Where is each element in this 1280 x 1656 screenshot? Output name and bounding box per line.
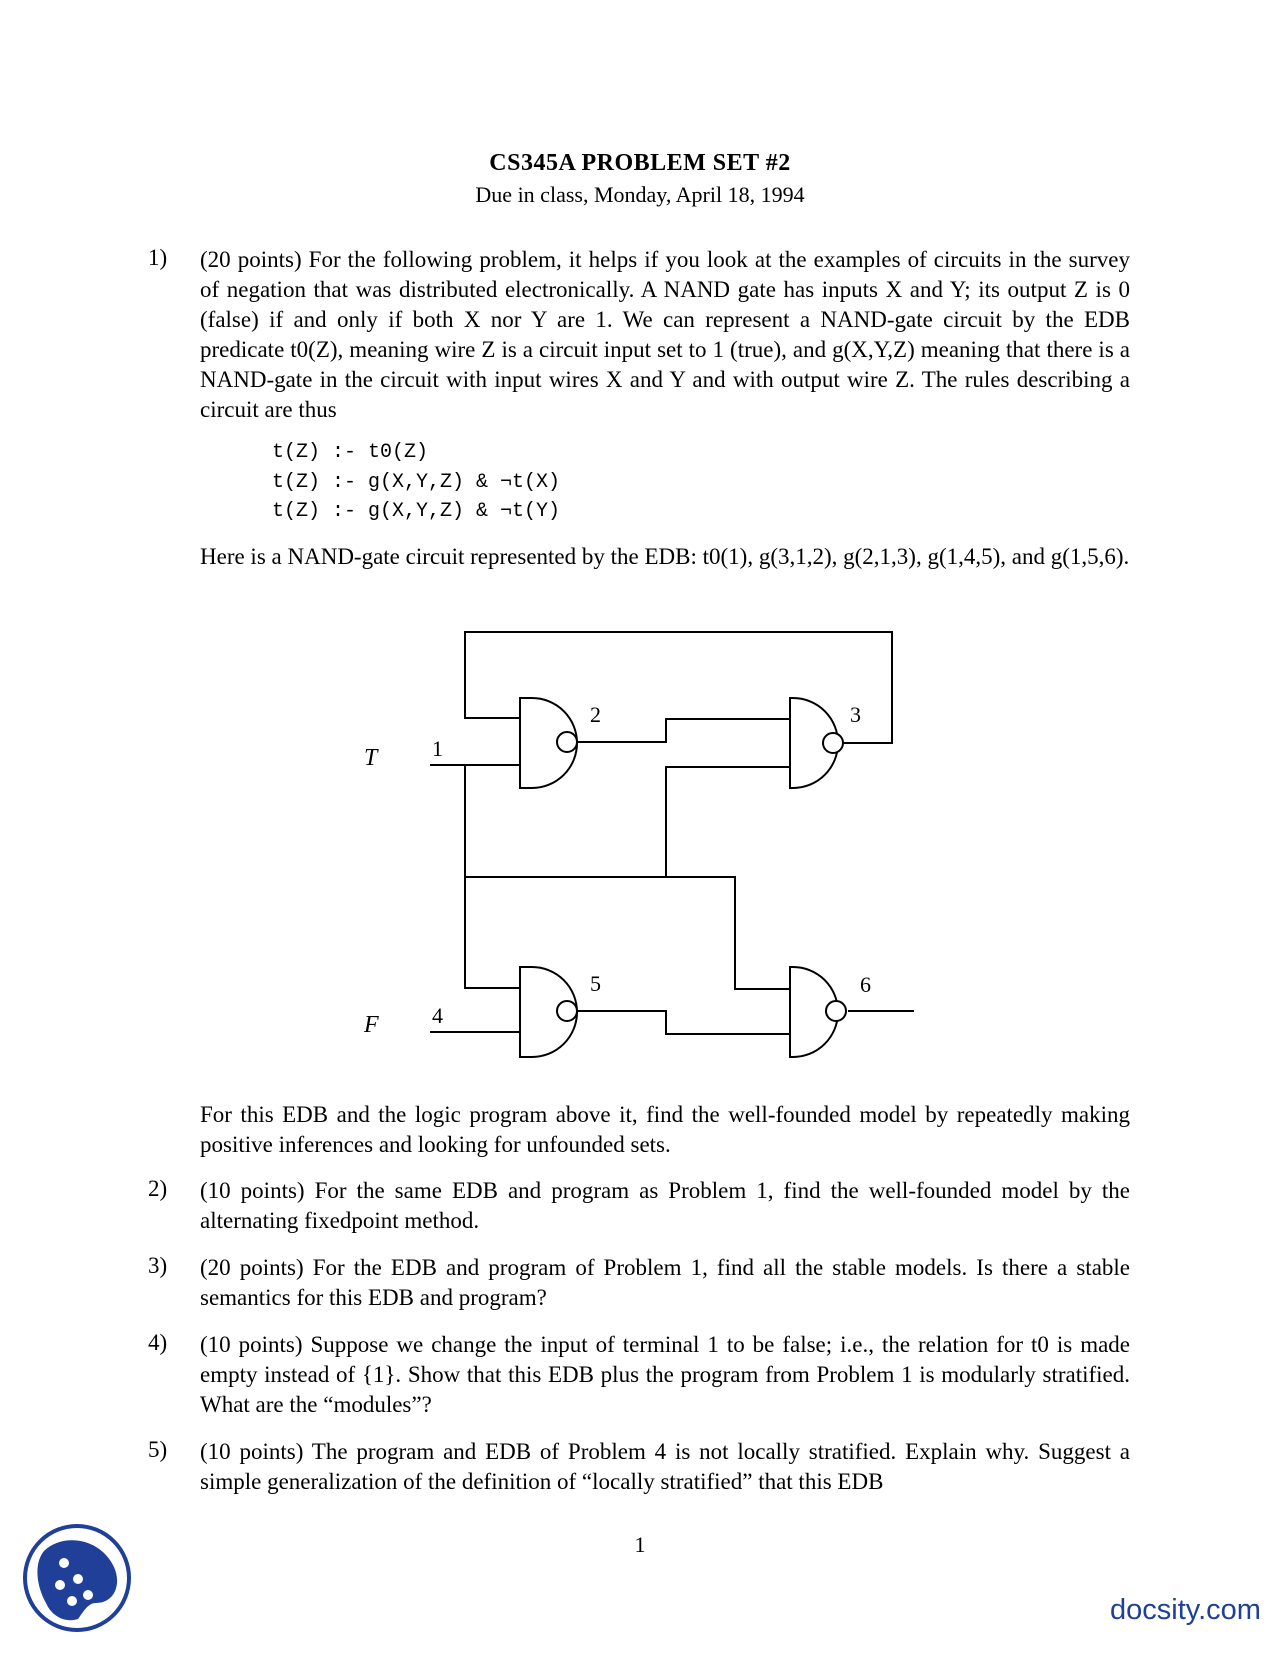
wire-label-2: 2 bbox=[590, 702, 601, 727]
nand-bubble-icon bbox=[557, 732, 577, 752]
page-number: 1 bbox=[634, 1532, 646, 1557]
problem-5-number: 5) bbox=[148, 1437, 168, 1462]
edb-description: Here is a NAND-gate circuit represented by the EDB: t0(1), g(3,1,2), g(2,1,3), g(1,4,5), and g(1,5,6). bbox=[200, 544, 1130, 569]
wire-1-to-gate3 bbox=[666, 767, 790, 877]
problem-1-followup: For this EDB and the logic program above it, find the well-founded model by repeatedly making positive inferences and looking for unfounded sets. bbox=[200, 1102, 1130, 1157]
rule-3: t(Z) :- g(X,Y,Z) & ¬t(Y) bbox=[272, 500, 561, 523]
problem-5-text: (10 points) The program and EDB of Problem 4 is not locally stratified. Explain why. Suggest a simple generalization of the definition of “locally stratified” that this EDB bbox=[200, 1439, 1130, 1494]
nand-bubble-icon bbox=[557, 1001, 577, 1021]
wire-label-3: 3 bbox=[850, 702, 861, 727]
rule-1: t(Z) :- t0(Z) bbox=[272, 441, 429, 464]
wire-1-branch bbox=[465, 877, 790, 989]
document-subtitle: Due in class, Monday, April 18, 1994 bbox=[475, 182, 805, 207]
wire-label-6: 6 bbox=[860, 972, 871, 997]
problem-1-number: 1) bbox=[148, 245, 168, 270]
nand-gate-5 bbox=[520, 967, 577, 1057]
nand-bubble-icon bbox=[823, 733, 843, 753]
wire-label-1: 1 bbox=[432, 736, 443, 761]
wire-2 bbox=[578, 719, 790, 742]
problem-3-text: (20 points) For the EDB and program of Problem 1, find all the stable models. Is there a stable semantics for this EDB and program? bbox=[200, 1255, 1130, 1310]
rule-2: t(Z) :- g(X,Y,Z) & ¬t(X) bbox=[272, 470, 561, 494]
nand-gate-3 bbox=[790, 698, 843, 788]
problem-2-text: (10 points) For the same EDB and program as Problem 1, find the well-founded model by the alternating fixedpoint method. bbox=[200, 1178, 1130, 1233]
problem-2-number: 2) bbox=[148, 1176, 168, 1201]
nand-bubble-icon bbox=[826, 1001, 846, 1021]
docsity-logo-icon bbox=[22, 1523, 132, 1633]
input-label-t: T bbox=[364, 745, 378, 771]
wire-label-5: 5 bbox=[590, 971, 601, 996]
document-title: CS345A PROBLEM SET #2 bbox=[489, 150, 791, 176]
problem-4-text: (10 points) Suppose we change the input of terminal 1 to be false; i.e., the relation for t0 is made empty instead of {1}. Show that this EDB plus the program from Problem 1 is modularly stratified. What are the “modules”? bbox=[200, 1332, 1130, 1417]
problem-3-number: 3) bbox=[148, 1253, 168, 1278]
wire-label-4: 4 bbox=[432, 1003, 443, 1028]
problem-1-text: (20 points) For the following problem, it helps if you look at the examples of circuits in the survey of negation that was distributed electronically. A NAND gate has inputs X and Y; its output Z is 0 (false) if and only if both X nor Y are 1. We can represent a NAND-gate circuit by the EDB predicate t0(Z), meaning wire Z is a circuit input set to 1 (true), and g(X,Y,Z) meaning that there is a NAND-gate in the circuit with input wires X and Y and with output wire Z. The rules describing a circuit are thus bbox=[200, 247, 1130, 422]
input-label-f: F bbox=[364, 1012, 379, 1038]
circuit-wires bbox=[430, 632, 914, 1034]
brand-link[interactable]: docsity.com bbox=[1110, 1594, 1261, 1626]
nand-gate-2 bbox=[520, 698, 577, 788]
nand-gate-6 bbox=[790, 967, 846, 1057]
wire-5 bbox=[578, 1011, 790, 1034]
problem-4-number: 4) bbox=[148, 1330, 168, 1355]
